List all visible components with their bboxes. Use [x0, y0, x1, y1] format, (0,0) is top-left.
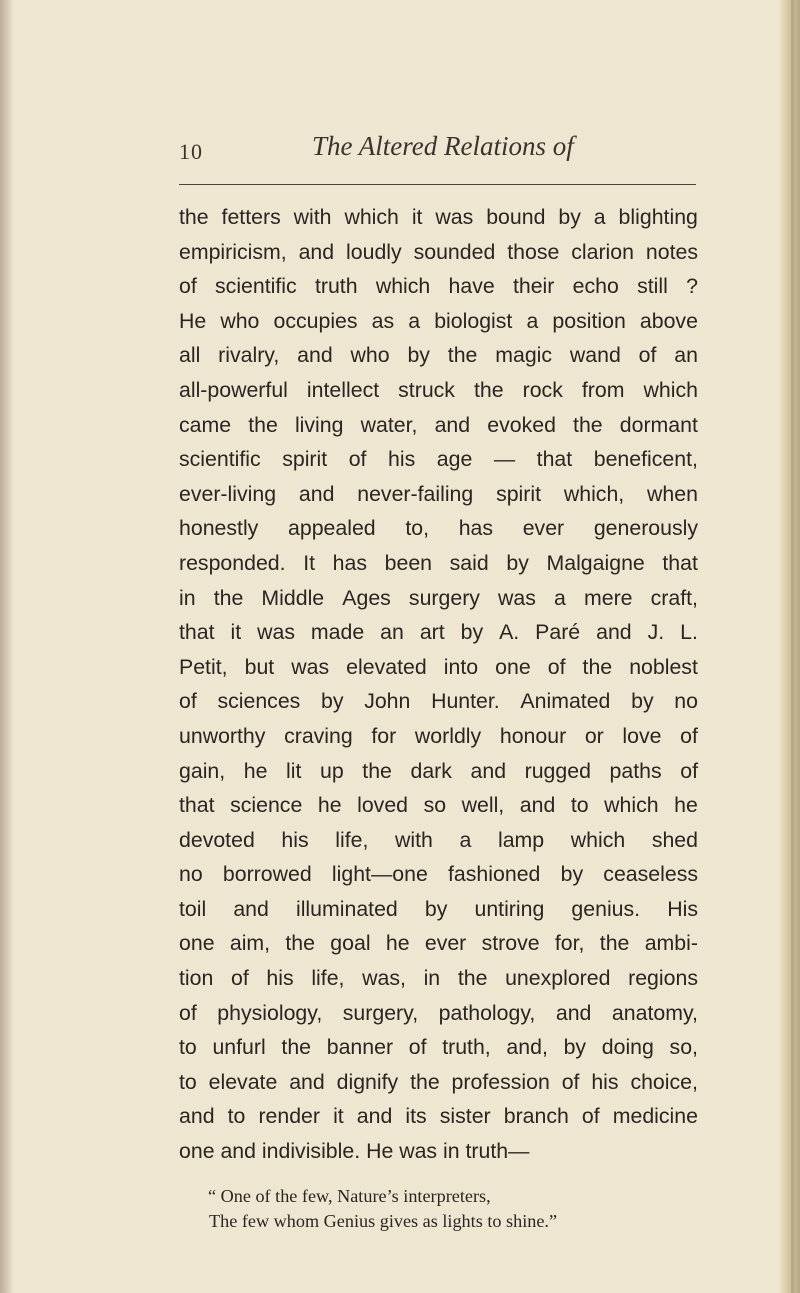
text-line: tion of his life, was, in the unexplored regions: [179, 966, 698, 991]
verse-quotation: [208, 1184, 698, 1234]
text-line: unworthy craving for worldly honour or love of: [179, 723, 698, 748]
text-line: empiricism, and loudly sounded those clarion notes: [179, 239, 698, 264]
text-line: all-powerful intellect struck the rock from which: [179, 377, 698, 402]
text-line: one aim, the goal he ever strove for, the ambi-: [179, 931, 698, 956]
text-line: scientific spirit of his age — that beneficent,: [179, 447, 698, 472]
page-left-edge: [0, 0, 14, 1293]
page-fold-shadow: [791, 0, 794, 1293]
text-line: responded. It has been said by Malgaigne that: [179, 550, 698, 575]
text-line: in the Middle Ages surgery was a mere craft,: [179, 585, 698, 610]
text-line: that it was made an art by A. Paré and J. L.: [179, 620, 698, 645]
text-line: and to render it and its sister branch of medicine: [179, 1104, 698, 1129]
text-line: to elevate and dignify the profession of his choice,: [179, 1069, 698, 1094]
page-header: [179, 131, 699, 179]
text-line: one and indivisible. He was in truth—: [179, 1139, 530, 1164]
header-rule: [179, 184, 696, 185]
text-line: devoted his life, with a lamp which shed: [179, 827, 698, 852]
text-line: all rivalry, and who by the magic wand of an: [179, 343, 698, 368]
page-number: 10: [179, 139, 203, 164]
text-line: of physiology, surgery, pathology, and anatomy,: [179, 1000, 698, 1025]
text-line: of scientific truth which have their echo still ?: [179, 274, 698, 299]
text-line: no borrowed light—one fashioned by ceaseless: [179, 862, 698, 887]
quote-line-2: The few whom Genius gives as lights to shine.”: [209, 1211, 558, 1231]
text-line: Petit, but was elevated into one of the noblest: [179, 654, 698, 679]
text-line: ever-living and never-failing spirit which, when: [179, 481, 698, 506]
text-line: He who occupies as a biologist a position above: [179, 308, 698, 333]
quote-line-1: “ One of the few, Nature’s interpreters,: [208, 1186, 491, 1206]
running-title: The Altered Relations of: [312, 131, 574, 161]
text-line: of sciences by John Hunter. Animated by no: [179, 689, 698, 714]
text-line: came the living water, and evoked the dormant: [179, 412, 698, 437]
body-paragraph: [179, 200, 698, 1169]
text-line: honestly appealed to, has ever generously: [179, 516, 698, 541]
text-line: toil and illuminated by untiring genius. His: [179, 896, 698, 921]
text-line: the fetters with which it was bound by a blighting: [179, 205, 698, 229]
text-line: that science he loved so well, and to which he: [179, 793, 698, 818]
text-line: to unfurl the banner of truth, and, by doing so,: [179, 1035, 698, 1060]
page-right-edge: [778, 0, 800, 1293]
text-line: gain, he lit up the dark and rugged paths of: [179, 758, 698, 783]
